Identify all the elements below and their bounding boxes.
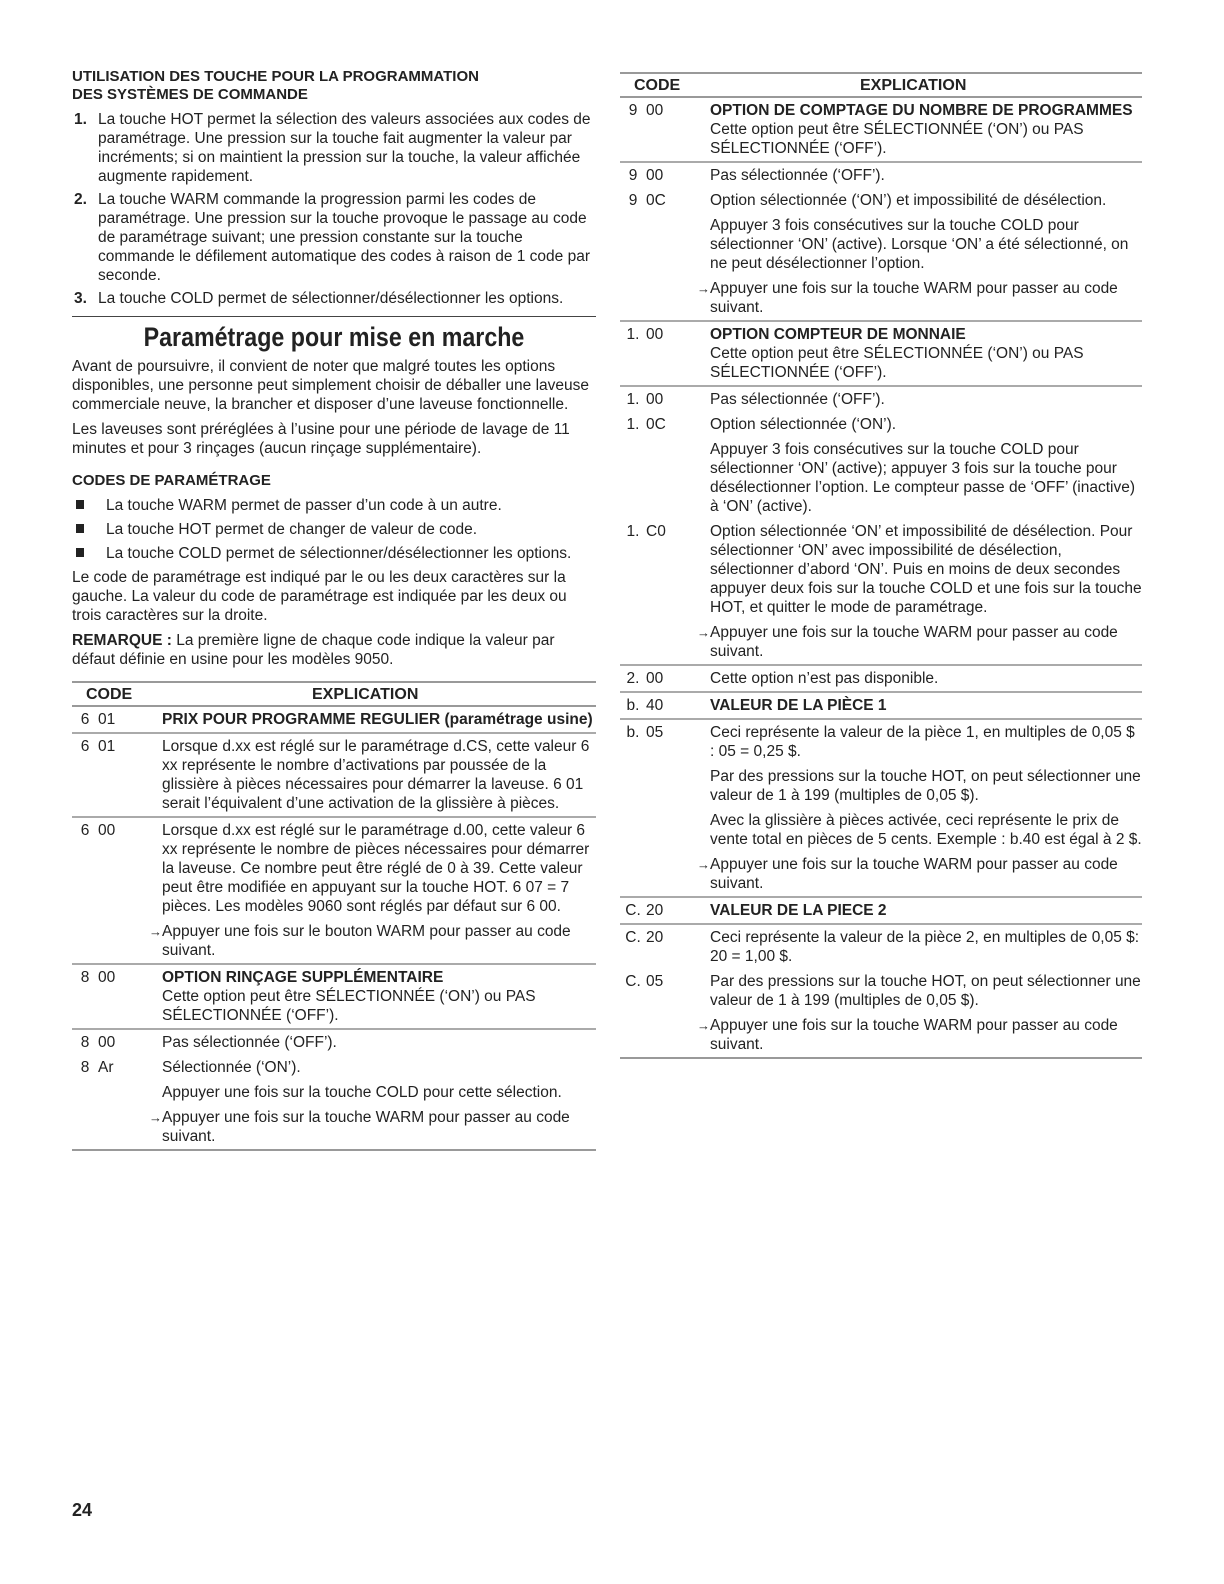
explanation-text: Appuyer une fois sur la touche WARM pour passer au code suivant. bbox=[710, 280, 1118, 316]
programming-item bbox=[72, 110, 596, 186]
code-prefix: 6 bbox=[80, 711, 90, 728]
table-row bbox=[72, 1105, 596, 1149]
option-title: VALEUR DE LA PIÈCE 1 bbox=[710, 697, 887, 714]
arrow-icon: → bbox=[697, 625, 710, 640]
codes-bullet-list bbox=[72, 496, 596, 563]
explanation-text: Ceci représente la valeur de la pièce 2, en multiples de 0,05 $: 20 = 1,00 $. bbox=[710, 929, 1140, 965]
explanation-cell bbox=[710, 437, 1142, 519]
codes-table-right-grid bbox=[620, 74, 1142, 1057]
note-paragraph bbox=[72, 631, 596, 669]
arrow-icon: → bbox=[697, 857, 710, 872]
explanation-cell bbox=[710, 97, 1142, 162]
explanation-text: Option sélectionnée (‘ON’). bbox=[710, 416, 897, 433]
explanation-cell bbox=[162, 817, 596, 919]
codes-heading: CODES DE PARAMÉTRAGE bbox=[72, 472, 271, 489]
code-prefix: 1. bbox=[620, 386, 646, 412]
explanation-text: Appuyer une fois sur le bouton WARM pour passer au code suivant. bbox=[162, 923, 571, 959]
left-column bbox=[72, 68, 596, 1151]
col-explication-header: EXPLICATION bbox=[710, 74, 1142, 97]
code-value bbox=[646, 437, 710, 519]
table-header bbox=[72, 683, 596, 706]
programming-heading-line-1: UTILISATION DES TOUCHE POUR LA PROGRAMMATION bbox=[72, 68, 479, 85]
code-value: 0C bbox=[646, 416, 666, 433]
code-value bbox=[646, 808, 710, 852]
arrow-icon: → bbox=[149, 924, 162, 939]
codes-table-right bbox=[620, 72, 1142, 1059]
explanation-text: Lorsque d.xx est réglé sur le paramétrage d.CS, cette valeur 6 xx représente le nombre d’activations par poussée de la glissière à pièces nécessaires pour démarrer la laveuse. 6 01 serait l’équivalent d’une activation de la glissière à pièces. bbox=[162, 738, 590, 812]
code-prefix: 9 bbox=[620, 162, 646, 188]
explanation-text: Pas sélectionnée (‘OFF’). bbox=[162, 1034, 337, 1051]
bullet-item bbox=[72, 520, 596, 539]
bullet-item bbox=[72, 544, 596, 563]
option-title: OPTION COMPTEUR DE MONNAIE bbox=[710, 326, 966, 343]
code-value: 00 bbox=[646, 162, 710, 188]
explanation-text: Pas sélectionnée (‘OFF’). bbox=[710, 391, 885, 408]
programming-heading bbox=[72, 68, 596, 104]
table-row bbox=[72, 919, 596, 964]
explanation-cell bbox=[710, 188, 1142, 213]
explanation-text: Par des pressions sur la touche HOT, on peut sélectionner une valeur de 1 à 199 (multiples de 0,05 $). bbox=[710, 768, 1141, 804]
codes-table-left-grid bbox=[72, 683, 596, 1149]
code-value: 00 bbox=[646, 386, 710, 412]
table-row bbox=[620, 188, 1142, 213]
programming-list bbox=[72, 110, 596, 308]
code-prefix: 9 bbox=[628, 102, 638, 119]
table-row bbox=[620, 808, 1142, 852]
code-prefix: C. bbox=[620, 924, 646, 969]
explanation-text: Ceci représente la valeur de la pièce 1, en multiples de 0,05 $ : 05 = 0,25 $. bbox=[710, 724, 1135, 760]
option-title: PRIX POUR PROGRAMME REGULIER (paramétrage usine) bbox=[162, 711, 593, 728]
explanation-cell bbox=[710, 276, 1142, 321]
explanation-cell bbox=[710, 852, 1142, 897]
explanation-cell bbox=[162, 1105, 596, 1149]
square-bullet-icon bbox=[76, 548, 84, 557]
table-row bbox=[620, 321, 1142, 386]
explanation-text: Appuyer une fois sur la touche COLD pour cette sélection. bbox=[162, 1084, 562, 1101]
table-row bbox=[620, 276, 1142, 321]
explanation-cell bbox=[710, 213, 1142, 276]
explanation-cell bbox=[162, 919, 596, 964]
code-prefix bbox=[72, 919, 98, 964]
arrow-icon: → bbox=[149, 1110, 162, 1125]
codes-table-left bbox=[72, 681, 596, 1151]
code-prefix: C. bbox=[625, 973, 641, 990]
explanation-text: Par des pressions sur la touche HOT, on peut sélectionner une valeur de 1 à 199 (multiples de 0,05 $). bbox=[710, 973, 1141, 1009]
table-row bbox=[620, 852, 1142, 897]
table-row bbox=[72, 706, 596, 733]
explanation-text: Appuyer une fois sur la touche WARM pour passer au code suivant. bbox=[162, 1109, 570, 1145]
square-bullet-icon bbox=[76, 524, 84, 533]
explanation-text: Pas sélectionnée (‘OFF’). bbox=[710, 167, 885, 184]
code-prefix bbox=[620, 852, 646, 897]
explanation-text: Avec la glissière à pièces activée, ceci représente le prix de vente total en pièces de 5 cents. Exemple : b.40 est égal à 2 $. bbox=[710, 812, 1142, 848]
explanation-cell bbox=[710, 321, 1142, 386]
code-prefix bbox=[620, 620, 646, 665]
programming-heading-line-2: DES SYSTÈMES DE COMMANDE bbox=[72, 86, 308, 103]
arrow-icon: → bbox=[697, 281, 710, 296]
col-explication-header: EXPLICATION bbox=[162, 683, 596, 706]
intro-paragraph-2: Les laveuses sont préréglées à l’usine pour une période de lavage de 11 minutes et pour 3 rinçages (aucun rinçage supplémentaire). bbox=[72, 421, 570, 457]
code-prefix: 1. bbox=[626, 416, 640, 433]
table-row bbox=[620, 386, 1142, 412]
code-value: 00 bbox=[646, 102, 664, 119]
table-row bbox=[620, 620, 1142, 665]
code-prefix bbox=[620, 808, 646, 852]
bullet-text: La touche HOT permet de changer de valeur de code. bbox=[106, 521, 478, 538]
explanation-text: Option sélectionnée ‘ON’ et impossibilité de désélection. Pour sélectionner ‘ON’ avec impossibilité de désélection, sélectionner d’abord ‘ON’. Puis en moins de deux secondes appuyer deux fois sur la touche COLD et une fois sur la touche HOT, et quitter le mode de paramétrage. bbox=[710, 523, 1142, 616]
explanation-text: Cette option peut être SÉLECTIONNÉE (‘ON’) ou PAS SÉLECTIONNÉE (‘OFF’). bbox=[710, 345, 1084, 381]
item-number: 3. bbox=[74, 290, 87, 307]
code-value bbox=[98, 1080, 162, 1105]
square-bullet-icon bbox=[76, 500, 84, 509]
table-row bbox=[620, 1013, 1142, 1057]
table-row bbox=[72, 1080, 596, 1105]
table-row bbox=[620, 97, 1142, 162]
arrow-icon: → bbox=[697, 1018, 710, 1033]
explanation-text: Cette option peut être SÉLECTIONNÉE (‘ON’) ou PAS SÉLECTIONNÉE (‘OFF’). bbox=[710, 121, 1084, 157]
code-value bbox=[646, 764, 710, 808]
bullet-text: La touche WARM permet de passer d’un code à un autre. bbox=[106, 497, 502, 514]
page-number: 24 bbox=[72, 1500, 93, 1520]
code-prefix bbox=[620, 764, 646, 808]
explanation-cell bbox=[710, 665, 1142, 692]
right-column bbox=[620, 72, 1142, 1059]
code-value: 00 bbox=[98, 817, 162, 919]
code-value: C0 bbox=[646, 523, 666, 540]
table-row bbox=[620, 692, 1142, 719]
item-number: 1. bbox=[74, 111, 87, 128]
table-row bbox=[620, 412, 1142, 437]
code-prefix: 1. bbox=[626, 523, 640, 540]
section-divider bbox=[72, 316, 596, 317]
col-code-header: CODE bbox=[620, 74, 710, 97]
explanation-cell bbox=[162, 733, 596, 817]
table-row bbox=[620, 969, 1142, 1013]
option-title: OPTION RINÇAGE SUPPLÉMENTAIRE bbox=[162, 969, 444, 986]
table-row bbox=[620, 213, 1142, 276]
programming-item bbox=[72, 289, 596, 308]
code-prefix bbox=[620, 437, 646, 519]
table-row bbox=[72, 1029, 596, 1055]
explanation-text: Cette option peut être SÉLECTIONNÉE (‘ON’) ou PAS SÉLECTIONNÉE (‘OFF’). bbox=[162, 988, 536, 1024]
code-prefix: b. bbox=[620, 719, 646, 764]
explanation-text: Option sélectionnée (‘ON’) et impossibilité de désélection. bbox=[710, 192, 1107, 209]
code-prefix bbox=[72, 1080, 98, 1105]
table-row bbox=[620, 764, 1142, 808]
explanation-cell bbox=[162, 1080, 596, 1105]
table-row bbox=[620, 519, 1142, 620]
table-row bbox=[72, 1055, 596, 1080]
explanation-cell bbox=[710, 1013, 1142, 1057]
code-prefix: 8 bbox=[72, 1029, 98, 1055]
explanation-cell bbox=[710, 969, 1142, 1013]
code-prefix bbox=[620, 1013, 646, 1057]
codes-description: Le code de paramétrage est indiqué par le ou les deux caractères sur la gauche. La valeur du code de paramétrage est indiquée par les deux ou trois caractères sur la droite. bbox=[72, 569, 567, 624]
table-row bbox=[620, 719, 1142, 764]
explanation-text: Appuyer 3 fois consécutives sur la touche COLD pour sélectionner ‘ON’ (active). Lorsque ‘ON’ a été sélectionné, on ne peut désélectionner l’option. bbox=[710, 217, 1129, 272]
code-prefix: b. bbox=[620, 692, 646, 719]
code-value: 20 bbox=[646, 897, 710, 924]
table-row bbox=[620, 665, 1142, 692]
explanation-text: Lorsque d.xx est réglé sur le paramétrage d.00, cette valeur 6 xx représente le nombre de pièces nécessaires pour démarrer la laveuse. Ce nombre peut être réglé de 0 à 39. Cette valeur peut être modifiée en appuyant sur la touche HOT. 6 07 = 7 pièces. Les modèles 9060 sont réglés par défaut sur 6 00. bbox=[162, 822, 590, 915]
code-prefix: 6 bbox=[72, 733, 98, 817]
table-row bbox=[72, 964, 596, 1029]
code-prefix: 1. bbox=[620, 321, 646, 386]
code-prefix: C. bbox=[620, 897, 646, 924]
explanation-cell bbox=[710, 519, 1142, 620]
table-row bbox=[620, 897, 1142, 924]
code-value: 00 bbox=[646, 321, 710, 386]
code-prefix: 8 bbox=[72, 964, 98, 1029]
code-value: 20 bbox=[646, 924, 710, 969]
explanation-text: Sélectionnée (‘ON’). bbox=[162, 1059, 301, 1076]
code-prefix bbox=[620, 276, 646, 321]
code-value: 01 bbox=[98, 733, 162, 817]
explanation-cell bbox=[710, 412, 1142, 437]
table-row bbox=[72, 733, 596, 817]
explanation-cell bbox=[710, 162, 1142, 188]
code-prefix bbox=[620, 213, 646, 276]
page-title: Paramétrage pour mise en marche bbox=[143, 322, 525, 352]
option-title: OPTION DE COMPTAGE DU NOMBRE DE PROGRAMMES bbox=[710, 102, 1133, 119]
bullet-item bbox=[72, 496, 596, 515]
table-row bbox=[620, 924, 1142, 969]
item-text: La touche HOT permet la sélection des valeurs associées aux codes de paramétrage. Une pression sur la touche fait augmenter la valeur par incréments; si on maintient la pression sur la touche, la valeur affichée augmente rapidement. bbox=[98, 111, 591, 185]
table-row bbox=[72, 817, 596, 919]
code-value: 40 bbox=[646, 692, 710, 719]
code-value: 05 bbox=[646, 719, 710, 764]
code-prefix: 6 bbox=[72, 817, 98, 919]
item-text: La touche COLD permet de sélectionner/désélectionner les options. bbox=[98, 290, 564, 307]
code-prefix: 8 bbox=[80, 1059, 90, 1076]
explanation-text: Appuyer 3 fois consécutives sur la touche COLD pour sélectionner ‘ON’ (active); appuyer 3 fois sur la touche pour désélectionner l’option. Le compteur passe de ‘OFF’ (inactive) à ‘ON’ (active). bbox=[710, 441, 1136, 515]
explanation-cell bbox=[162, 706, 596, 733]
explanation-cell bbox=[710, 620, 1142, 665]
code-value: Ar bbox=[98, 1059, 114, 1076]
note-text: La première ligne de chaque code indique la valeur par défaut définie en usine pour les modèles 9050. bbox=[72, 632, 555, 668]
code-prefix: 9 bbox=[628, 192, 638, 209]
explanation-cell bbox=[710, 764, 1142, 808]
code-value: 00 bbox=[646, 665, 710, 692]
explanation-text: Cette option n’est pas disponible. bbox=[710, 670, 939, 687]
item-number: 2. bbox=[74, 191, 87, 208]
code-prefix: 2. bbox=[620, 665, 646, 692]
code-prefix bbox=[72, 1105, 98, 1149]
code-value: 05 bbox=[646, 973, 664, 990]
table-row bbox=[620, 437, 1142, 519]
intro-paragraph-1: Avant de poursuivre, il convient de noter que malgré toutes les options disponibles, une personne peut simplement choisir de déballer une laveuse commerciale neuve, la brancher et disposer d’une laveuse fonctionnelle. bbox=[72, 358, 589, 413]
table-row bbox=[620, 162, 1142, 188]
explanation-cell bbox=[710, 808, 1142, 852]
code-value: 00 bbox=[98, 964, 162, 1029]
explanation-cell bbox=[710, 692, 1142, 719]
explanation-cell bbox=[710, 386, 1142, 412]
note-label: REMARQUE : bbox=[72, 632, 172, 649]
explanation-cell bbox=[710, 897, 1142, 924]
explanation-cell bbox=[162, 1029, 596, 1055]
code-value: 00 bbox=[98, 1029, 162, 1055]
option-title: VALEUR DE LA PIECE 2 bbox=[710, 902, 887, 919]
explanation-cell bbox=[710, 924, 1142, 969]
col-code-header: CODE bbox=[72, 683, 162, 706]
explanation-text: Appuyer une fois sur la touche WARM pour passer au code suivant. bbox=[710, 624, 1118, 660]
table-header bbox=[620, 74, 1142, 97]
explanation-text: Appuyer une fois sur la touche WARM pour passer au code suivant. bbox=[710, 1017, 1118, 1053]
explanation-cell bbox=[710, 719, 1142, 764]
bullet-text: La touche COLD permet de sélectionner/désélectionner les options. bbox=[106, 545, 572, 562]
explanation-text: Appuyer une fois sur la touche WARM pour passer au code suivant. bbox=[710, 856, 1118, 892]
programming-item bbox=[72, 190, 596, 285]
code-value bbox=[646, 213, 710, 276]
code-value: 01 bbox=[98, 711, 116, 728]
explanation-cell bbox=[162, 1055, 596, 1080]
explanation-cell bbox=[162, 964, 596, 1029]
item-text: La touche WARM commande la progression parmi les codes de paramétrage. Une pression sur la touche provoque le passage au code de paramétrage suivant; une pression constante sur la touche commande le défilement automatique des codes à raison de 1 code par seconde. bbox=[98, 191, 590, 284]
code-value: 0C bbox=[646, 192, 666, 209]
